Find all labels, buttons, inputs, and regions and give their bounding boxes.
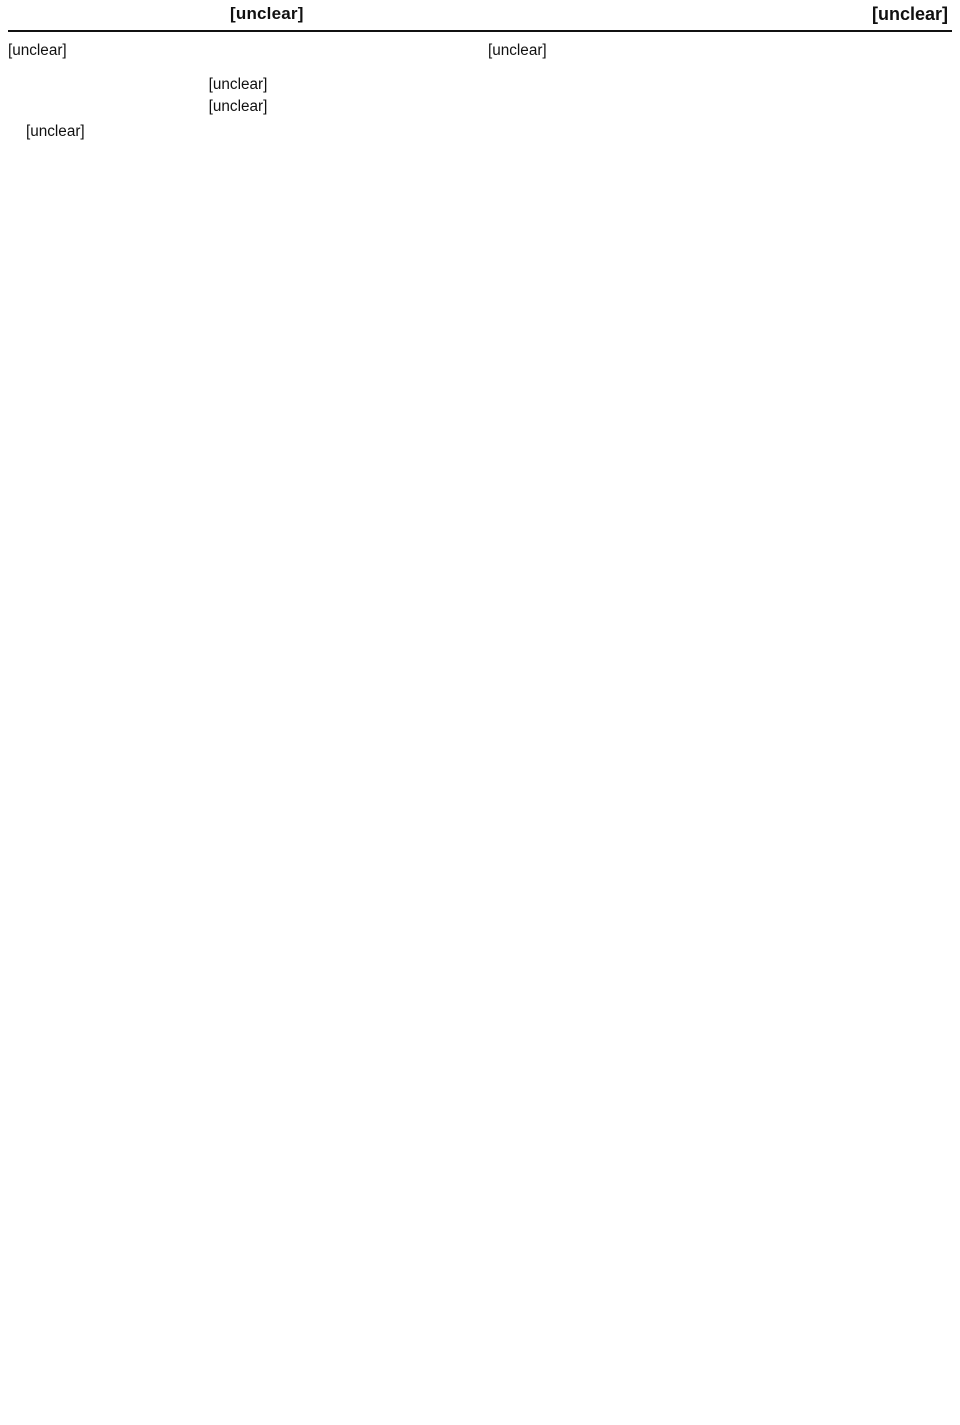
left-column <box>8 40 468 143</box>
article-paragraph-1: [unclear] <box>26 123 85 141</box>
right-paragraph-1: [unclear] <box>488 42 547 59</box>
page-number: [unclear] <box>871 4 948 24</box>
article-heading: [unclear] <box>208 75 268 93</box>
gazette-title: [unclear] <box>230 4 304 23</box>
left-paragraph-1: [unclear] <box>8 42 67 59</box>
page-header <box>0 0 960 34</box>
right-column <box>488 40 948 62</box>
header-rule <box>8 30 952 32</box>
article-title: [unclear] <box>208 97 268 115</box>
